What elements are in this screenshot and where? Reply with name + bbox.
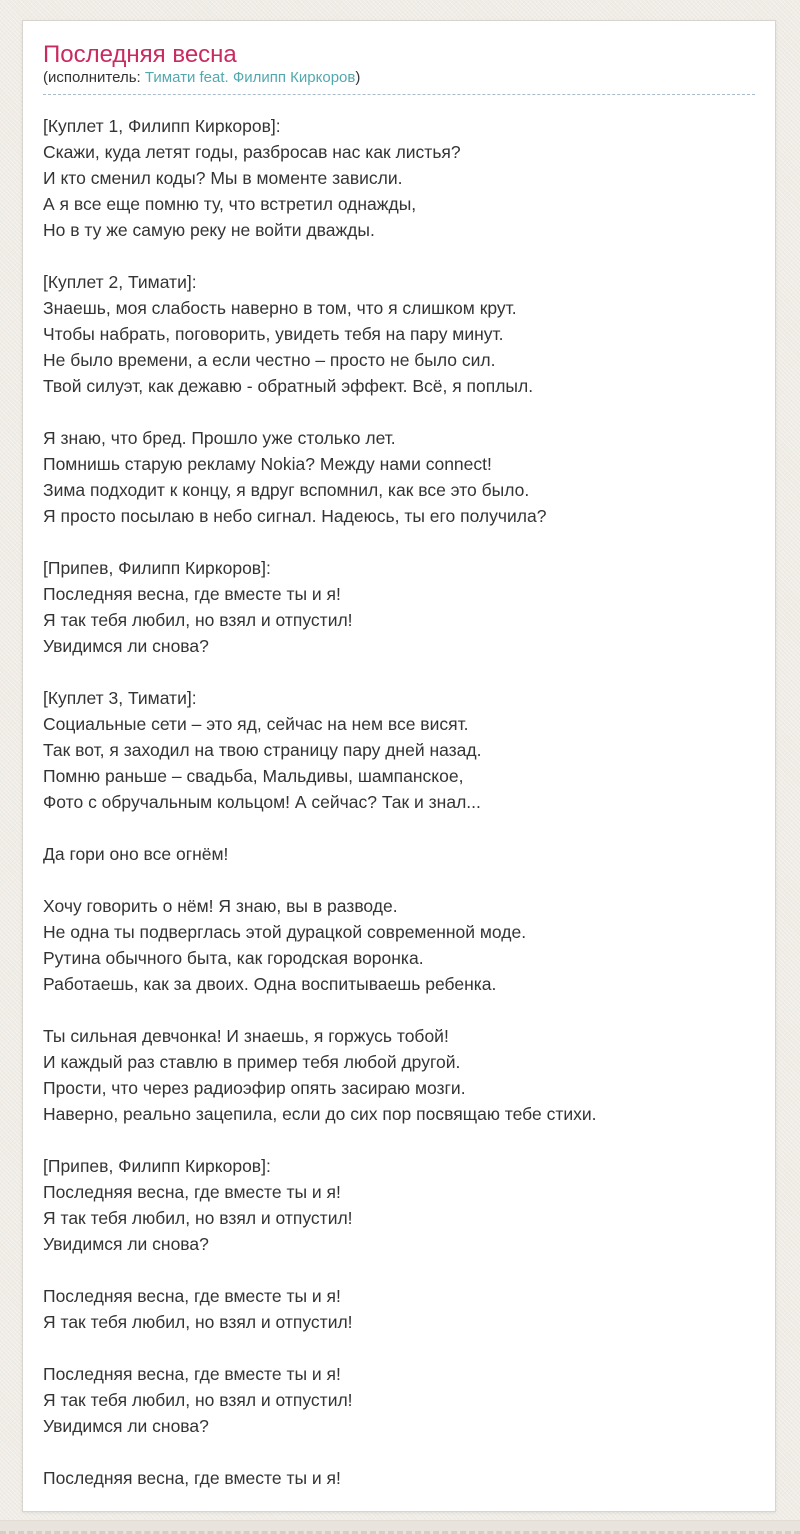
lyric-line: [Куплет 3, Тимати]: [43,688,197,708]
lyric-line: Но в ту же самую реку не войти дважды. [43,220,375,240]
lyric-line: Последняя весна, где вместе ты и я! [43,1286,341,1306]
lyric-line: Прости, что через радиоэфир опять засираю мозги. [43,1078,466,1098]
page-title: Последняя весна [43,41,237,68]
lyric-line: [Куплет 1, Филипп Киркоров]: [43,116,281,136]
lyric-line: Работаешь, как за двоих. Одна воспитываешь ребенка. [43,974,497,994]
lyric-line: Последняя весна, где вместе ты и я! [43,1468,341,1488]
stanza [43,1023,755,1127]
lyric-line: Помню раньше – свадьба, Мальдивы, шампанское, [43,766,464,786]
lyric-line: Хочу говорить о нём! Я знаю, вы в разводе. [43,896,398,916]
subtitle-prefix: (исполнитель: [43,69,145,86]
lyric-line: Увидимся ли снова? [43,1416,209,1436]
lyric-line: Рутина обычного быта, как городская воронка. [43,948,424,968]
lyric-line: И каждый раз ставлю в пример тебя любой другой. [43,1052,461,1072]
stanza [43,269,755,399]
lyric-line: Зима подходит к концу, я вдруг вспомнил, как все это было. [43,480,530,500]
stanza [43,1283,755,1335]
lyrics-card [22,20,776,1512]
stanza [43,555,755,659]
lyric-line: [Куплет 2, Тимати]: [43,272,197,292]
lyric-line: Твой силуэт, как дежавю - обратный эффект. Всё, я поплыл. [43,376,534,396]
lyric-line: Я так тебя любил, но взял и отпустил! [43,1208,353,1228]
lyric-line: Не одна ты подверглась этой дурацкой современной моде. [43,922,527,942]
lyric-line: Последняя весна, где вместе ты и я! [43,584,341,604]
lyric-line: Да гори оно все огнём! [43,844,229,864]
lyric-line: Так вот, я заходил на твою страницу пару дней назад. [43,740,482,760]
lyric-line: Последняя весна, где вместе ты и я! [43,1182,341,1202]
lyric-line: Знаешь, моя слабость наверно в том, что я слишком крут. [43,298,517,318]
lyric-line: Последняя весна, где вместе ты и я! [43,1364,341,1384]
lyric-line: Фото с обручальным кольцом! А сейчас? Так и знал... [43,792,481,812]
lyric-line: Увидимся ли снова? [43,1234,209,1254]
lyric-line: Помнишь старую рекламу Nokia? Между нами connect! [43,454,492,474]
lyric-line: Социальные сети – это яд, сейчас на нем все висят. [43,714,469,734]
lyrics-text [43,113,755,1491]
lyric-line: Я так тебя любил, но взял и отпустил! [43,1312,353,1332]
lyric-line: Наверно, реально зацепила, если до сих пор посвящаю тебе стихи. [43,1104,597,1124]
lyric-line: И кто сменил коды? Мы в моменте зависли. [43,168,403,188]
lyric-line: Увидимся ли снова? [43,636,209,656]
lyric-line: [Припев, Филипп Киркоров]: [43,1156,271,1176]
stanza [43,1361,755,1439]
stanza [43,425,755,529]
stanza [43,1465,755,1491]
artist-subtitle [43,68,755,95]
lyric-line: Я так тебя любил, но взял и отпустил! [43,1390,353,1410]
subtitle-suffix: ) [355,69,361,86]
lyric-line: Чтобы набрать, поговорить, увидеть тебя на пару минут. [43,324,504,344]
artist-link[interactable]: Тимати feat. Филипп Киркоров [144,69,356,86]
lyric-line: Я знаю, что бред. Прошло уже столько лет. [43,428,396,448]
lyric-line: Я просто посылаю в небо сигнал. Надеюсь, ты его получила? [43,506,547,526]
lyric-line: А я все еще помню ту, что встретил однажды, [43,194,417,214]
stanza [43,685,755,815]
lyric-line: [Припев, Филипп Киркоров]: [43,558,271,578]
lyric-line: Я так тебя любил, но взял и отпустил! [43,610,353,630]
lyric-line: Скажи, куда летят годы, разбросав нас как листья? [43,142,461,162]
lyric-line: Не было времени, а если честно – просто не было сил. [43,350,496,370]
stanza [43,893,755,997]
stanza [43,113,755,243]
footer-strip [0,1520,800,1534]
lyric-line: Ты сильная девчонка! И знаешь, я горжусь тобой! [43,1026,449,1046]
stanza [43,1153,755,1257]
stanza [43,841,755,867]
